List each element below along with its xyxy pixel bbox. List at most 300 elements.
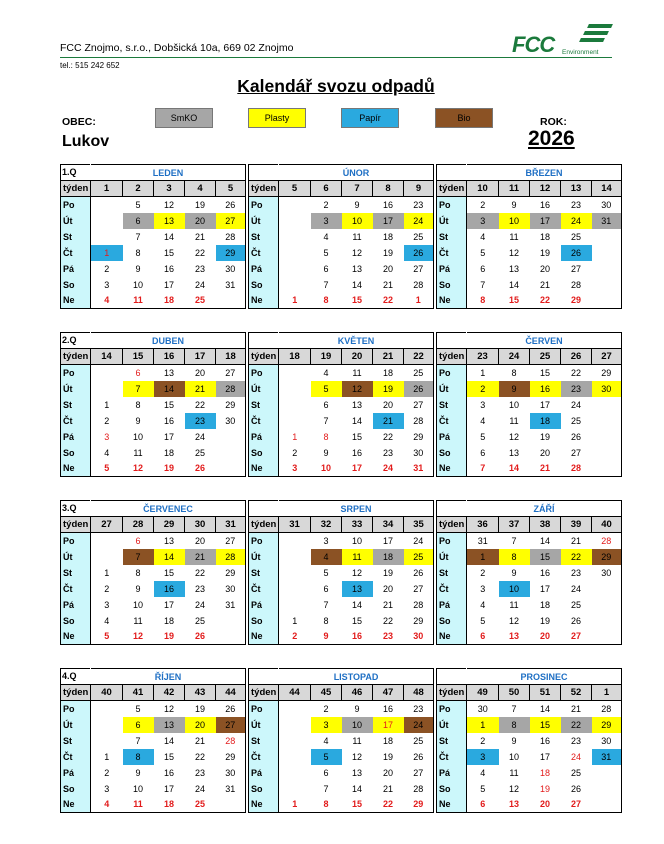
weekday-label: So <box>437 277 467 293</box>
weekday-label: Pá <box>249 597 279 613</box>
calendar-day <box>91 213 123 229</box>
weekday-label: Ne <box>249 797 279 813</box>
calendar-day: 18 <box>382 735 393 746</box>
calendar-day: 17 <box>163 279 174 290</box>
calendar-day: 16 <box>342 629 373 645</box>
calendar-day: 23 <box>570 199 581 210</box>
weekday-label: Út <box>61 717 91 733</box>
calendar-day: 13 <box>351 399 362 410</box>
week-number: 43 <box>185 685 216 701</box>
calendar-day: 18 <box>382 231 393 242</box>
collection-day-bio: 1 <box>467 549 499 565</box>
collection-day-bio: 7 <box>123 549 154 565</box>
collection-day-smko: 15 <box>530 549 561 565</box>
calendar-day: 8 <box>323 431 329 442</box>
calendar-day: 4 <box>480 415 486 426</box>
month-table <box>436 332 622 477</box>
collection-day-pl: 5 <box>311 381 342 397</box>
weekday-label: Út <box>249 213 279 229</box>
weekday-label: St <box>61 397 91 413</box>
collection-day-pl: 10 <box>499 213 530 229</box>
week-number: 31 <box>279 517 311 533</box>
week-number: 14 <box>91 349 123 365</box>
weekday-label: Po <box>249 197 279 213</box>
week-label: týden <box>437 685 467 701</box>
calendar-day: 14 <box>163 231 174 242</box>
week-number: 49 <box>467 685 499 701</box>
calendar-day: 7 <box>467 461 499 477</box>
calendar-day <box>592 277 622 293</box>
collection-day-smko: 20 <box>185 213 216 229</box>
week-number: 20 <box>342 349 373 365</box>
calendar-day: 24 <box>404 533 434 549</box>
calendar-day: 31 <box>404 461 434 477</box>
week-number: 48 <box>404 685 434 701</box>
calendar-day: 2 <box>323 199 329 210</box>
week-label: týden <box>249 349 279 365</box>
collection-day-pa: 13 <box>342 581 373 597</box>
collection-day-pl: 6 <box>123 717 154 733</box>
weekday-label: Po <box>61 197 91 213</box>
weekday-label: So <box>61 277 91 293</box>
calendar-day: 30 <box>477 703 488 714</box>
calendar-day: 25 <box>404 229 434 245</box>
calendar-day: 12 <box>123 629 154 645</box>
calendar-day: 29 <box>404 429 434 445</box>
calendar-day: 11 <box>509 767 519 778</box>
week-number: 9 <box>404 181 434 197</box>
weekday-label: Ne <box>437 629 467 645</box>
calendar-day <box>279 733 311 749</box>
weekday-label: Po <box>437 197 467 213</box>
calendar-day: 5 <box>480 615 486 626</box>
collection-day-pl: 1 <box>467 717 499 733</box>
calendar-day: 2 <box>104 767 110 778</box>
calendar-day: 23 <box>570 567 581 578</box>
weekday-label: So <box>61 445 91 461</box>
weekday-label: So <box>249 613 279 629</box>
calendar-day: 19 <box>154 629 185 645</box>
calendar-day: 19 <box>539 615 550 626</box>
quarter-label: 2.Q <box>62 335 77 345</box>
calendar-day: 16 <box>163 263 174 274</box>
legend-item-pa: Papír <box>341 108 399 128</box>
calendar-day: 16 <box>163 415 174 426</box>
calendar-day <box>91 365 123 381</box>
calendar-day: 30 <box>592 733 622 749</box>
collection-day-pl: 7 <box>123 381 154 397</box>
calendar-day: 5 <box>91 461 123 477</box>
calendar-day: 28 <box>404 597 434 613</box>
week-number: 50 <box>499 685 530 701</box>
calendar-day: 25 <box>185 293 216 309</box>
collection-day-pl: 13 <box>154 213 185 229</box>
calendar-day: 22 <box>194 751 205 762</box>
collection-day-bio: 4 <box>311 549 342 565</box>
calendar-day: 27 <box>561 629 592 645</box>
calendar-day: 23 <box>404 701 434 717</box>
collection-day-bio: 12 <box>342 381 373 397</box>
calendar-day: 18 <box>539 599 550 610</box>
calendar-day <box>279 549 311 565</box>
logo-text: FCC <box>512 32 555 57</box>
calendar-day: 7 <box>480 279 486 290</box>
calendar-day: 14 <box>508 279 519 290</box>
calendar-day: 1 <box>292 615 298 626</box>
calendar-day <box>91 197 123 213</box>
weekday-label: Út <box>437 549 467 565</box>
collection-day-bio: 24 <box>404 717 434 733</box>
collection-day-smko: 8 <box>499 717 530 733</box>
calendar-day: 8 <box>135 399 141 410</box>
collection-day-bio: 9 <box>499 381 530 397</box>
calendar-day: 17 <box>539 583 550 594</box>
calendar-day: 15 <box>351 615 362 626</box>
calendar-day: 28 <box>216 733 246 749</box>
weekday-label: St <box>249 565 279 581</box>
calendar-day: 26 <box>216 197 246 213</box>
calendar-day: 17 <box>539 399 550 410</box>
calendar-day: 3 <box>279 461 311 477</box>
calendar-day: 1 <box>480 367 486 378</box>
collection-day-pl: 24 <box>561 213 592 229</box>
month-name: KVĚTEN <box>279 333 434 349</box>
calendar-day <box>216 613 246 629</box>
collection-day-pa: 26 <box>404 245 434 261</box>
calendar-day: 15 <box>351 431 362 442</box>
calendar-day <box>279 717 311 733</box>
collection-day-smko: 31 <box>592 213 622 229</box>
collection-day-smko: 6 <box>123 213 154 229</box>
calendar-day <box>279 381 311 397</box>
collection-day-pl: 17 <box>373 717 404 733</box>
month-table <box>436 668 622 813</box>
weekday-label: Út <box>249 381 279 397</box>
calendar-day: 7 <box>135 231 141 242</box>
calendar-day: 12 <box>351 247 362 258</box>
week-number: 27 <box>592 349 622 365</box>
weekday-label: Pá <box>61 765 91 781</box>
collection-day-pl: 25 <box>404 549 434 565</box>
week-number: 28 <box>123 517 154 533</box>
calendar-day: 27 <box>570 447 581 458</box>
month-table <box>248 668 434 813</box>
weekday-label: St <box>249 229 279 245</box>
calendar-day: 30 <box>216 413 246 429</box>
calendar-day: 11 <box>133 615 143 626</box>
calendar-day: 17 <box>163 431 174 442</box>
collection-day-bio: 29 <box>592 549 622 565</box>
calendar-day: 15 <box>163 567 174 578</box>
calendar-day: 27 <box>216 533 246 549</box>
calendar-day <box>592 581 622 597</box>
weekday-label: St <box>61 565 91 581</box>
calendar-day: 22 <box>194 247 205 258</box>
calendar-day: 20 <box>194 367 205 378</box>
calendar-day: 16 <box>163 767 174 778</box>
month-table <box>60 332 246 477</box>
month-name: PROSINEC <box>467 669 622 685</box>
calendar-day: 18 <box>154 797 185 813</box>
collection-day-pa: 8 <box>123 749 154 765</box>
calendar-day: 5 <box>480 431 486 442</box>
calendar-day <box>592 413 622 429</box>
calendar-day: 28 <box>404 781 434 797</box>
calendar-day: 25 <box>404 365 434 381</box>
calendar-day <box>592 445 622 461</box>
week-label: týden <box>249 685 279 701</box>
calendar-day: 4 <box>91 293 123 309</box>
week-number: 6 <box>311 181 342 197</box>
calendar-day: 4 <box>104 447 110 458</box>
month-name: ŘÍJEN <box>91 669 246 685</box>
calendar-day: 1 <box>292 431 298 442</box>
calendar-day: 25 <box>570 231 581 242</box>
calendar-day: 2 <box>279 629 311 645</box>
calendar-day: 6 <box>467 797 499 813</box>
collection-day-pl: 24 <box>404 213 434 229</box>
collection-day-pl: 30 <box>592 381 622 397</box>
calendar-day: 13 <box>351 263 362 274</box>
calendar-day: 4 <box>480 599 486 610</box>
calendar-day: 15 <box>163 247 174 258</box>
calendar-day: 15 <box>163 399 174 410</box>
month-name: LEDEN <box>91 165 246 181</box>
calendar-day: 5 <box>323 247 329 258</box>
collection-day-pa: 21 <box>373 413 404 429</box>
week-number: 27 <box>91 517 123 533</box>
obec-value: Lukov <box>62 133 110 150</box>
calendar-day: 3 <box>104 783 110 794</box>
calendar-day: 24 <box>570 751 581 762</box>
calendar-day: 21 <box>382 599 393 610</box>
calendar-day: 21 <box>382 783 393 794</box>
calendar-day: 17 <box>539 751 550 762</box>
week-number: 31 <box>216 517 246 533</box>
calendar-day: 24 <box>194 279 205 290</box>
weekday-label: St <box>61 733 91 749</box>
quarter-label: 4.Q <box>62 671 77 681</box>
calendar-day: 24 <box>570 399 581 410</box>
calendar-day: 11 <box>352 231 362 242</box>
calendar-day: 6 <box>480 263 486 274</box>
calendar-day: 9 <box>354 703 360 714</box>
collection-day-bio: 27 <box>216 717 246 733</box>
calendar-day: 4 <box>480 231 486 242</box>
weekday-label: Pá <box>61 261 91 277</box>
calendar-day: 3 <box>480 583 486 594</box>
calendar-day: 15 <box>163 751 174 762</box>
calendar-day: 10 <box>351 535 362 546</box>
calendar-day: 13 <box>499 629 530 645</box>
calendar-day: 26 <box>570 615 581 626</box>
week-label: týden <box>249 517 279 533</box>
week-number: 17 <box>185 349 216 365</box>
calendar-day <box>91 549 123 565</box>
weekday-label: Pá <box>249 429 279 445</box>
month-name: ČERVEN <box>467 333 622 349</box>
calendar-day: 20 <box>194 535 205 546</box>
calendar-day: 13 <box>508 263 519 274</box>
calendar-day <box>592 229 622 245</box>
weekday-label: Čt <box>437 749 467 765</box>
calendar-day <box>216 445 246 461</box>
calendar-day: 8 <box>135 247 141 258</box>
calendar-day: 29 <box>216 397 246 413</box>
calendar-day: 29 <box>592 365 622 381</box>
calendar-day: 18 <box>382 367 393 378</box>
weekday-label: Po <box>437 533 467 549</box>
calendar-day: 12 <box>508 783 519 794</box>
collection-day-pl: 14 <box>154 549 185 565</box>
calendar-day <box>592 429 622 445</box>
weekday-label: Čt <box>61 749 91 765</box>
calendar-day: 24 <box>373 461 404 477</box>
calendar-day: 5 <box>135 703 141 714</box>
calendar-day: 23 <box>404 197 434 213</box>
calendar-day: 10 <box>132 783 143 794</box>
calendar-day: 22 <box>373 293 404 309</box>
week-number: 7 <box>342 181 373 197</box>
calendar-day: 12 <box>163 199 174 210</box>
weekday-label: Po <box>249 701 279 717</box>
calendar-day: 14 <box>351 783 362 794</box>
calendar-day: 14 <box>351 415 362 426</box>
week-number: 33 <box>342 517 373 533</box>
calendar-day: 19 <box>194 199 205 210</box>
calendar-day: 27 <box>404 765 434 781</box>
calendar-day: 21 <box>382 279 393 290</box>
weekday-label: Pá <box>437 261 467 277</box>
calendar-day: 6 <box>135 367 141 378</box>
calendar-day: 19 <box>154 461 185 477</box>
weekday-label: Út <box>249 549 279 565</box>
calendar-day: 3 <box>480 399 486 410</box>
collection-day-pa: 23 <box>185 413 216 429</box>
month-name: SRPEN <box>279 501 434 517</box>
calendar-day: 5 <box>480 247 486 258</box>
calendar-day: 10 <box>132 279 143 290</box>
weekday-label: Pá <box>61 597 91 613</box>
calendar-day <box>592 765 622 781</box>
calendar-day: 9 <box>511 199 517 210</box>
weekday-label: Ne <box>61 293 91 309</box>
calendar-day: 21 <box>570 703 581 714</box>
week-number: 36 <box>467 517 499 533</box>
week-label: týden <box>61 181 91 197</box>
week-number: 42 <box>154 685 185 701</box>
weekday-label: Po <box>249 365 279 381</box>
week-number: 35 <box>404 517 434 533</box>
weekday-label: Čt <box>249 245 279 261</box>
weekday-label: Ne <box>61 629 91 645</box>
calendar-day: 6 <box>323 263 329 274</box>
weekday-label: Út <box>437 213 467 229</box>
calendar-day: 16 <box>539 735 550 746</box>
collection-day-pa: 29 <box>216 245 246 261</box>
calendar-day: 23 <box>570 735 581 746</box>
weekday-label: Út <box>61 381 91 397</box>
weekday-label: Ne <box>61 797 91 813</box>
calendar-day: 13 <box>351 767 362 778</box>
weekday-label: St <box>61 229 91 245</box>
weekday-label: Pá <box>249 765 279 781</box>
calendar-day: 4 <box>91 797 123 813</box>
calendar-day: 18 <box>163 615 174 626</box>
logo-stripes-icon <box>578 24 612 48</box>
calendar-day: 4 <box>323 231 329 242</box>
calendar-day: 8 <box>135 567 141 578</box>
calendar-day: 2 <box>480 567 486 578</box>
week-number: 5 <box>279 181 311 197</box>
calendar-day: 19 <box>194 703 205 714</box>
calendar-day <box>216 797 246 813</box>
weekday-label: St <box>437 229 467 245</box>
weekday-label: So <box>61 781 91 797</box>
rok-value: 2026 <box>528 127 575 150</box>
company-phone: tel.: 515 242 652 <box>60 61 120 70</box>
logo-subtext: Environment <box>562 49 599 56</box>
obec-label: OBEC: <box>62 116 96 128</box>
week-number: 19 <box>311 349 342 365</box>
weekday-label: So <box>249 445 279 461</box>
collection-day-pa: 31 <box>592 749 622 765</box>
calendar-day: 22 <box>194 399 205 410</box>
week-number: 1 <box>592 685 622 701</box>
calendar-day: 21 <box>194 735 205 746</box>
calendar-day <box>279 197 311 213</box>
calendar-day: 20 <box>530 629 561 645</box>
week-number: 32 <box>311 517 342 533</box>
fcc-logo <box>512 24 612 58</box>
week-number: 12 <box>530 181 561 197</box>
calendar-day: 11 <box>509 231 519 242</box>
collection-day-bio: 14 <box>154 381 185 397</box>
calendar-day <box>216 293 246 309</box>
week-number: 41 <box>123 685 154 701</box>
week-label: týden <box>437 349 467 365</box>
calendar-day: 30 <box>216 765 246 781</box>
calendar-day: 7 <box>323 415 329 426</box>
calendar-day <box>592 781 622 797</box>
calendar-day: 2 <box>323 703 329 714</box>
week-number: 25 <box>530 349 561 365</box>
calendar-day: 28 <box>592 701 622 717</box>
week-number: 52 <box>561 685 592 701</box>
page-title: Kalendář svozu odpadů <box>237 76 435 96</box>
weekday-label: So <box>61 613 91 629</box>
weekday-label: Ne <box>437 797 467 813</box>
calendar-day: 7 <box>511 703 517 714</box>
weekday-label: Čt <box>61 245 91 261</box>
week-number: 51 <box>530 685 561 701</box>
calendar-day <box>216 461 246 477</box>
calendar-day <box>91 717 123 733</box>
calendar-day: 12 <box>508 431 519 442</box>
week-label: týden <box>61 349 91 365</box>
calendar-day: 4 <box>480 767 486 778</box>
week-number: 18 <box>216 349 246 365</box>
weekday-label: St <box>249 397 279 413</box>
collection-day-smko: 3 <box>467 213 499 229</box>
calendar-day: 31 <box>216 781 246 797</box>
calendar-day: 7 <box>511 535 517 546</box>
weekday-label: Út <box>437 717 467 733</box>
calendar-day: 9 <box>135 767 141 778</box>
calendar-day: 19 <box>382 567 393 578</box>
calendar-day <box>279 213 311 229</box>
calendar-day: 20 <box>382 583 393 594</box>
